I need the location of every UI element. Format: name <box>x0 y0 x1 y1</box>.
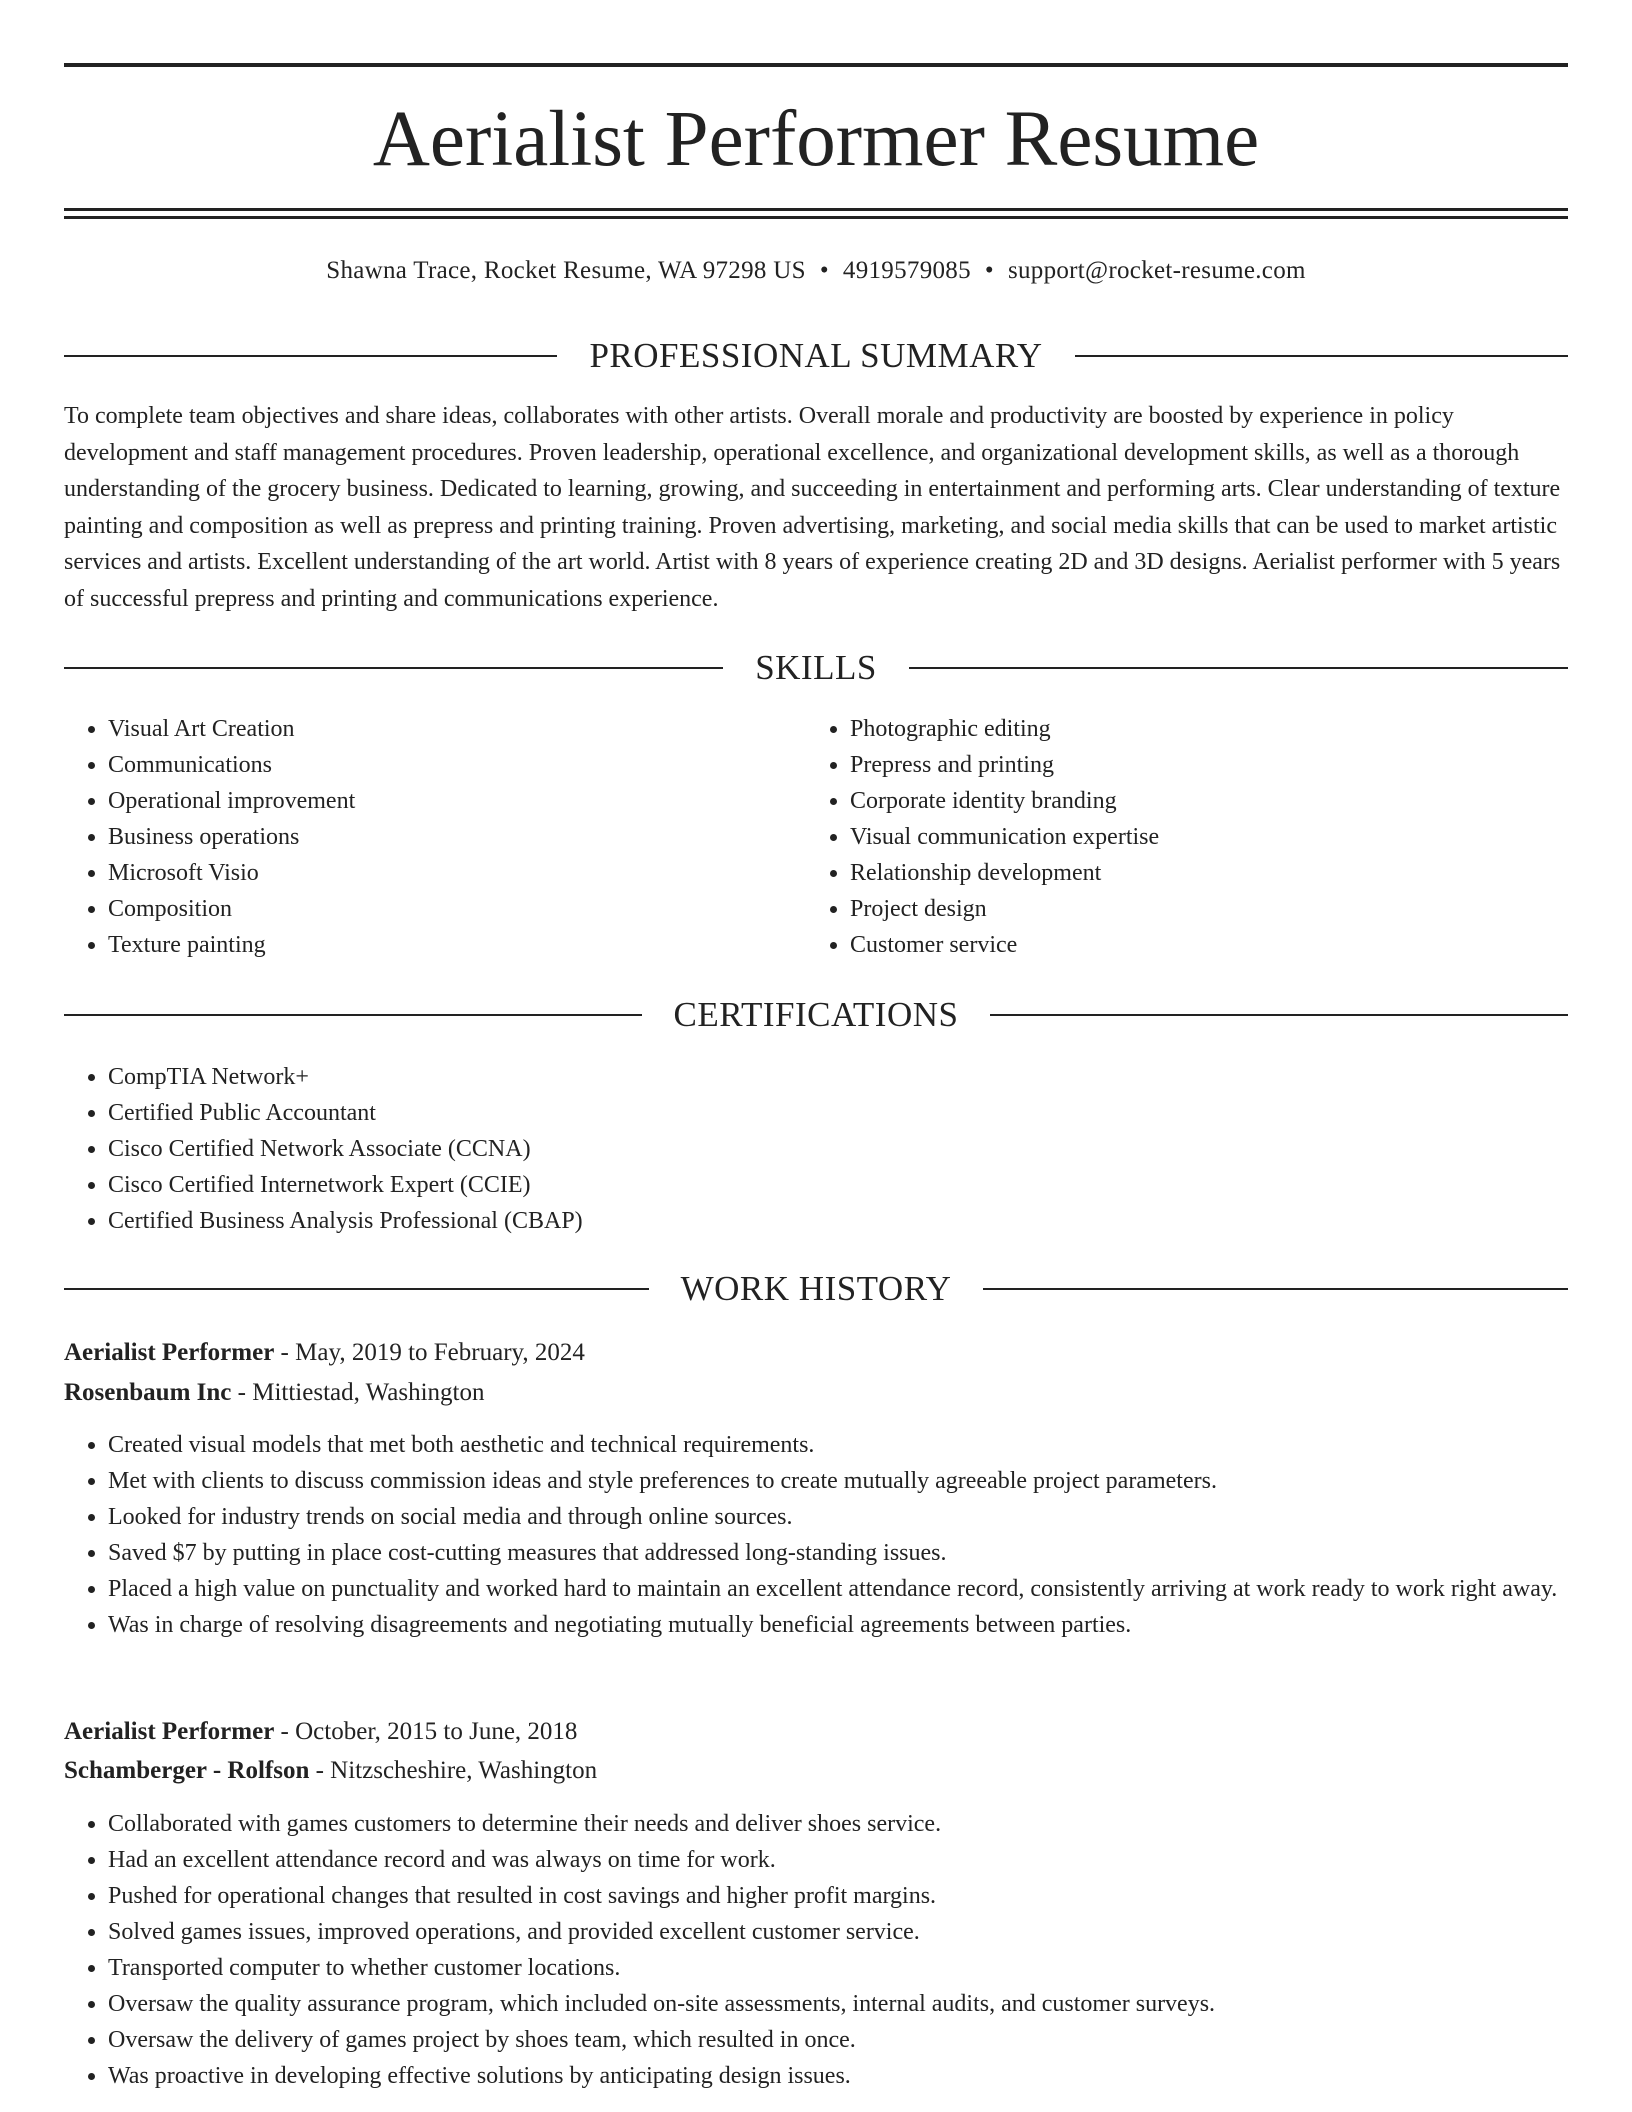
skill-item: • Project design <box>850 891 1610 927</box>
skill-item: • Customer service <box>850 927 1610 963</box>
skill-item: • Operational improvement <box>108 783 808 819</box>
job-bullet: • Was in charge of resolving disagreements and negotiating mutually beneficial agreements between parties. <box>108 1607 1612 1643</box>
heading-rule-left <box>64 355 557 357</box>
heading-rule-right <box>990 1014 1568 1016</box>
certification-item: • CompTIA Network+ <box>108 1059 1612 1095</box>
heading-rule-left <box>64 1288 649 1290</box>
skill-item: • Composition <box>108 891 808 927</box>
skill-item: • Prepress and printing <box>850 747 1610 783</box>
skill-item: • Microsoft Visio <box>108 855 808 891</box>
job-company: Schamberger - Rolfson <box>64 1757 310 1784</box>
job-bullets <box>64 1806 1612 2094</box>
heading-rule-right <box>909 667 1568 669</box>
skills-list-right <box>806 711 1610 963</box>
work-history-heading <box>64 1267 1568 1311</box>
certification-item: • Certified Business Analysis Professional (CBAP) <box>108 1203 1612 1239</box>
job-bullets <box>64 1427 1612 1643</box>
job-bullet: • Was proactive in developing effective solutions by anticipating design issues. <box>108 2058 1612 2094</box>
contact-email: support@rocket-resume.com <box>1007 257 1306 284</box>
skill-item: • Business operations <box>108 819 808 855</box>
job-title-line <box>64 1334 1568 1372</box>
skills-list-left <box>64 711 808 963</box>
summary-heading <box>64 334 1568 378</box>
heading-rule-left <box>64 667 723 669</box>
skills-heading-label: SKILLS <box>755 648 877 687</box>
skill-item: • Texture painting <box>108 927 808 963</box>
job-bullet: • Had an excellent attendance record and was always on time for work. <box>108 1842 1612 1878</box>
skills-heading <box>64 646 1568 690</box>
skill-item: • Relationship development <box>850 855 1610 891</box>
contact-separator: • <box>819 257 829 284</box>
job-bullet: • Oversaw the delivery of games project by shoes team, which resulted in once. <box>108 2022 1612 2058</box>
job-bullet: • Collaborated with games customers to determine their needs and deliver shoes service. <box>108 1806 1612 1842</box>
skill-item: • Visual communication expertise <box>850 819 1610 855</box>
heading-rule-left <box>64 1014 642 1016</box>
contact-line <box>64 254 1568 288</box>
skill-item: • Communications <box>108 747 808 783</box>
job-company: Rosenbaum Inc <box>64 1379 232 1406</box>
job-location: - Nitzscheshire, Washington <box>309 1757 598 1784</box>
job-bullet: • Looked for industry trends on social media and through online sources. <box>108 1499 1612 1535</box>
resume-title: Aerialist Performer Resume <box>372 96 1260 183</box>
job-bullet: • Solved games issues, improved operations, and provided excellent customer service. <box>108 1914 1612 1950</box>
contact-phone: 4919579085 <box>842 257 971 284</box>
skill-item: • Visual Art Creation <box>108 711 808 747</box>
certifications-heading <box>64 993 1568 1037</box>
job-bullet: • Placed a high value on punctuality and worked hard to maintain an excellent attendance record, consistently arriving at work ready to work right away. <box>108 1571 1612 1607</box>
job-dates: - May, 2019 to February, 2024 <box>274 1339 585 1366</box>
header-bottom-rule <box>64 208 1568 211</box>
job-bullet: • Pushed for operational changes that resulted in cost savings and higher profit margins. <box>108 1878 1612 1914</box>
header-top-rule <box>64 63 1568 67</box>
job-title: Aerialist Performer <box>64 1339 275 1366</box>
certification-item: • Cisco Certified Internetwork Expert (CCIE) <box>108 1167 1612 1203</box>
job-bullet: • Oversaw the quality assurance program, which included on-site assessments, internal audits, and customer surveys. <box>108 1986 1612 2022</box>
certification-item: • Certified Public Accountant <box>108 1095 1612 1131</box>
job-title: Aerialist Performer <box>64 1718 275 1745</box>
skill-item: • Photographic editing <box>850 711 1610 747</box>
contact-address: Shawna Trace, Rocket Resume, WA 97298 US <box>326 257 806 284</box>
certifications-list <box>64 1059 1612 1239</box>
job-bullet: • Created visual models that met both aesthetic and technical requirements. <box>108 1427 1612 1463</box>
job-bullet: • Met with clients to discuss commission ideas and style preferences to create mutually agreeable project parameters. <box>108 1463 1612 1499</box>
summary-text: To complete team objectives and share ideas, collaborates with other artists. Overall morale and productivity are boosted by experience in policy development and staff management procedures. Proven leadership, operational excellence, and organizational development skills, as well as a thorough understanding of the grocery business. Dedicated to learning, growing, and succeeding in entertainment and performing arts. Clear understanding of texture painting and composition as well as prepress and printing training. Proven advertising, marketing, and social media skills that can be used to market artistic services and artists. Excellent understanding of the art world. Artist with 8 years of experience creating 2D and 3D designs. Aerialist performer with 5 years of successful prepress and printing and communications experience. <box>64 403 1561 612</box>
summary-heading-label: PROFESSIONAL SUMMARY <box>589 336 1043 375</box>
job-bullet: • Transported computer to whether customer locations. <box>108 1950 1612 1986</box>
job-title-line <box>64 1713 1568 1751</box>
job-dates: - October, 2015 to June, 2018 <box>274 1718 578 1745</box>
contact-separator: • <box>984 257 994 284</box>
work-history-heading-label: WORK HISTORY <box>680 1269 952 1308</box>
heading-rule-right <box>983 1288 1568 1290</box>
certifications-heading-label: CERTIFICATIONS <box>673 995 959 1034</box>
job-bullet: • Saved $7 by putting in place cost-cutting measures that addressed long-standing issues. <box>108 1535 1612 1571</box>
job-company-line <box>64 1752 1568 1790</box>
job-location: - Mittiestad, Washington <box>231 1379 485 1406</box>
job-company-line <box>64 1374 1568 1412</box>
skill-item: • Corporate identity branding <box>850 783 1610 819</box>
heading-rule-right <box>1075 355 1568 357</box>
certification-item: • Cisco Certified Network Associate (CCNA) <box>108 1131 1612 1167</box>
header-bottom-rule-second <box>64 216 1568 219</box>
